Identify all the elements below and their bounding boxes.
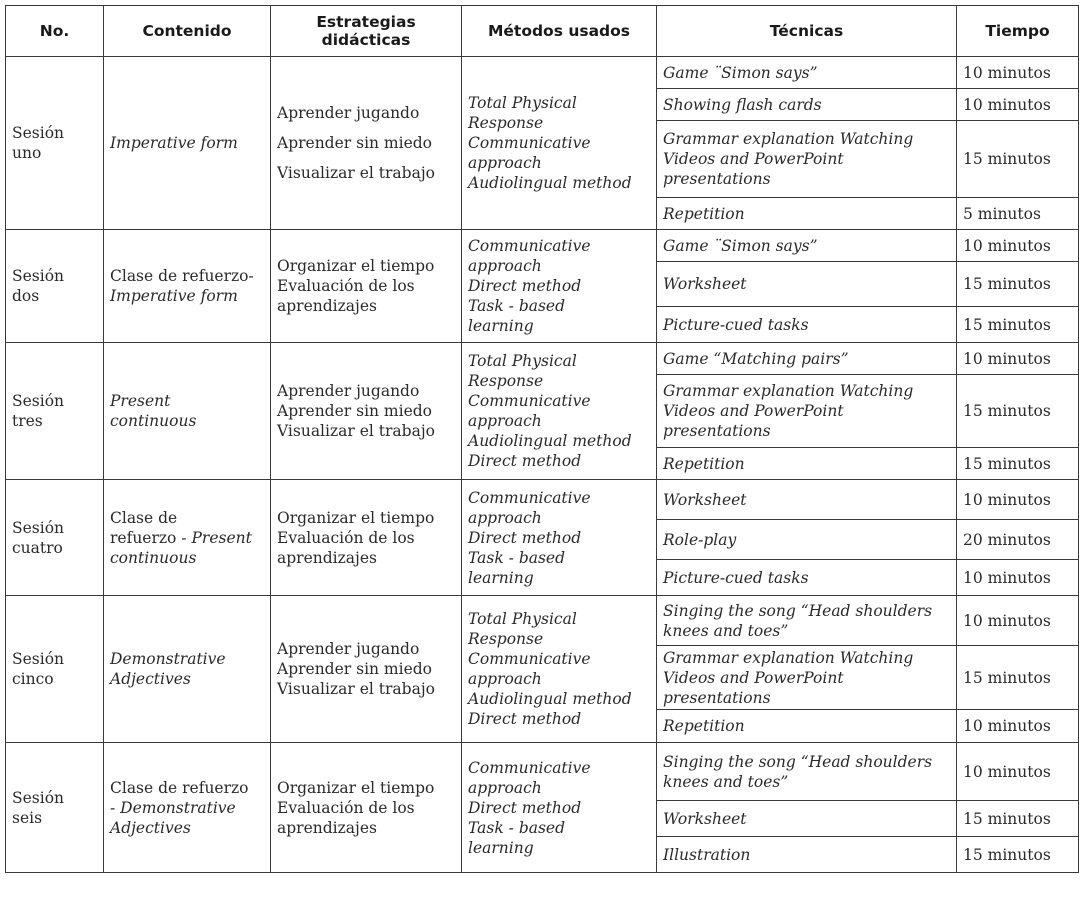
table-row xyxy=(6,480,1079,520)
session-number xyxy=(6,743,104,873)
time-cell: 15 minutos xyxy=(957,307,1079,343)
method-line: Communicative xyxy=(468,650,591,668)
header-estrategias-line1: Estrategias xyxy=(316,13,416,31)
strategy-line: Visualizar el trabajo xyxy=(277,422,435,440)
content-line: Clase de refuerzo- xyxy=(110,267,254,285)
content-line: continuous xyxy=(110,412,197,430)
technique-cell xyxy=(657,89,957,121)
method-line: Task - based xyxy=(468,297,566,315)
strategy-line: Visualizar el trabajo xyxy=(277,164,435,182)
strategy-line: Organizar el tiempo xyxy=(277,778,435,797)
time-cell: 15 minutos xyxy=(957,262,1079,307)
technique-line: Grammar explanation Watching xyxy=(663,648,914,667)
method-line: Communicative xyxy=(468,134,591,152)
method-line: Response xyxy=(468,372,544,390)
technique-line: Worksheet xyxy=(663,490,747,509)
header-metodos: Métodos usados xyxy=(462,6,657,57)
header-contenido: Contenido xyxy=(104,6,271,57)
strategy-line: Aprender jugando xyxy=(277,640,420,658)
method-line: Audiolingual method xyxy=(468,174,632,192)
time-cell: 10 minutos xyxy=(957,710,1079,743)
technique-cell xyxy=(657,560,957,596)
time-cell: 15 minutos xyxy=(957,121,1079,198)
content-line: Clase de xyxy=(110,508,178,527)
method-line: Task - based xyxy=(468,818,566,837)
technique-cell xyxy=(657,801,957,837)
session-strategies xyxy=(271,230,462,343)
method-line: Direct method xyxy=(468,710,582,728)
header-no: No. xyxy=(6,6,104,57)
time-cell: 20 minutos xyxy=(957,520,1079,560)
session-ordinal: dos xyxy=(12,287,40,305)
technique-line: Role-play xyxy=(663,530,737,549)
strategy-line: Aprender sin miedo xyxy=(277,660,433,678)
content-line-wrap xyxy=(110,528,264,548)
session-methods xyxy=(462,343,657,480)
time-cell: 15 minutos xyxy=(957,448,1079,480)
session-strategies xyxy=(271,343,462,480)
method-line: Direct method xyxy=(468,452,582,470)
technique-line: Repetition xyxy=(663,717,745,735)
technique-line: Grammar explanation Watching xyxy=(663,130,914,148)
technique-line: presentations xyxy=(663,688,771,707)
content-line: refuerzo - xyxy=(110,528,192,547)
method-line: Direct method xyxy=(468,798,582,817)
time-cell: 15 minutos xyxy=(957,375,1079,448)
technique-line: Worksheet xyxy=(663,275,747,293)
time-cell: 15 minutos xyxy=(957,646,1079,710)
technique-cell xyxy=(657,198,957,230)
technique-cell xyxy=(657,57,957,89)
session-number xyxy=(6,57,104,230)
technique-line: Worksheet xyxy=(663,809,747,828)
session-number xyxy=(6,596,104,743)
technique-line: knees and toes” xyxy=(663,621,789,640)
method-line: Direct method xyxy=(468,528,582,547)
technique-line: Singing the song “Head shoulders xyxy=(663,601,933,620)
content-line: Imperative form xyxy=(110,134,238,152)
method-line: Total Physical xyxy=(468,610,577,628)
technique-cell xyxy=(657,646,957,710)
technique-cell xyxy=(657,837,957,873)
technique-line: Game ¨Simon says” xyxy=(663,63,818,82)
technique-line: Repetition xyxy=(663,204,745,223)
technique-line: Game ¨Simon says” xyxy=(663,236,818,255)
table-row xyxy=(6,596,1079,646)
session-ordinal: cinco xyxy=(12,670,54,688)
session-content xyxy=(104,343,271,480)
session-ordinal: uno xyxy=(12,144,42,162)
session-ordinal: tres xyxy=(12,412,43,430)
technique-line: Illustration xyxy=(663,845,751,864)
technique-cell xyxy=(657,743,957,801)
method-line: Total Physical xyxy=(468,352,577,370)
method-line: approach xyxy=(468,154,542,172)
method-line: approach xyxy=(468,412,542,430)
content-line: continuous xyxy=(110,548,197,567)
technique-cell xyxy=(657,480,957,520)
session-number xyxy=(6,480,104,596)
session-ordinal: cuatro xyxy=(12,538,63,557)
content-line: Adjectives xyxy=(110,818,191,837)
technique-cell xyxy=(657,520,957,560)
time-cell: 10 minutos xyxy=(957,89,1079,121)
technique-cell xyxy=(657,596,957,646)
time-cell: 10 minutos xyxy=(957,57,1079,89)
session-content xyxy=(104,743,271,873)
session-methods xyxy=(462,596,657,743)
time-cell: 10 minutos xyxy=(957,560,1079,596)
method-line: approach xyxy=(468,778,542,797)
session-number xyxy=(6,230,104,343)
strategy-line: Organizar el tiempo xyxy=(277,508,435,527)
strategy-line: Aprender jugando xyxy=(277,104,420,122)
method-line: Audiolingual method xyxy=(468,690,632,708)
method-line: learning xyxy=(468,317,534,335)
session-methods xyxy=(462,230,657,343)
method-line: Total Physical xyxy=(468,94,577,112)
method-line: Communicative xyxy=(468,237,591,255)
technique-cell xyxy=(657,230,957,262)
header-row xyxy=(6,6,1079,57)
session-methods xyxy=(462,57,657,230)
method-line: Audiolingual method xyxy=(468,432,632,450)
session-content xyxy=(104,57,271,230)
time-cell: 10 minutos xyxy=(957,343,1079,375)
strategy-line: Visualizar el trabajo xyxy=(277,680,435,698)
method-line: Communicative xyxy=(468,758,591,777)
session-label: Sesión xyxy=(12,124,65,142)
strategy-line: Evaluación de los xyxy=(277,277,415,295)
method-line: Task - based xyxy=(468,548,566,567)
session-strategies xyxy=(271,57,462,230)
header-tecnicas: Técnicas xyxy=(657,6,957,57)
technique-line: Videos and PowerPoint xyxy=(663,668,844,687)
strategy-line: Evaluación de los xyxy=(277,798,415,817)
time-cell: 10 minutos xyxy=(957,743,1079,801)
session-strategies xyxy=(271,596,462,743)
time-cell: 15 minutos xyxy=(957,837,1079,873)
strategy-line: Aprender jugando xyxy=(277,382,420,400)
session-label: Sesión xyxy=(12,267,65,285)
method-line: learning xyxy=(468,568,534,587)
table-row xyxy=(6,743,1079,801)
session-strategies xyxy=(271,480,462,596)
content-line: Present xyxy=(110,392,171,410)
content-line: Demonstrative xyxy=(110,650,226,668)
strategy-line: aprendizajes xyxy=(277,818,377,837)
content-line: Imperative form xyxy=(110,287,238,305)
technique-line: Picture-cued tasks xyxy=(663,568,809,587)
session-content xyxy=(104,480,271,596)
session-number xyxy=(6,343,104,480)
time-cell: 10 minutos xyxy=(957,480,1079,520)
technique-cell xyxy=(657,448,957,480)
technique-line: Game “Matching pairs” xyxy=(663,349,849,368)
method-line: approach xyxy=(468,670,542,688)
strategy-line: aprendizajes xyxy=(277,548,377,567)
method-line: approach xyxy=(468,508,542,527)
table-row xyxy=(6,230,1079,262)
session-strategies xyxy=(271,743,462,873)
technique-cell xyxy=(657,375,957,448)
method-line: Response xyxy=(468,114,544,132)
strategy-line: Aprender sin miedo xyxy=(277,134,433,152)
method-line: Communicative xyxy=(468,392,591,410)
table-row xyxy=(6,343,1079,375)
technique-line: presentations xyxy=(663,170,771,188)
session-content xyxy=(104,596,271,743)
method-line: approach xyxy=(468,257,542,275)
technique-line: knees and toes” xyxy=(663,772,789,791)
header-estrategias-line2: didácticas xyxy=(321,31,411,49)
technique-line: Showing flash cards xyxy=(663,95,822,114)
session-label: Sesión xyxy=(12,650,65,668)
header-tiempo: Tiempo xyxy=(957,6,1079,57)
technique-cell xyxy=(657,343,957,375)
technique-line: Singing the song “Head shoulders xyxy=(663,752,933,771)
table-row xyxy=(6,57,1079,89)
content-line: - Demonstrative xyxy=(110,798,236,817)
technique-cell xyxy=(657,307,957,343)
technique-cell xyxy=(657,262,957,307)
content-line-tail: Present xyxy=(191,528,252,547)
technique-line: Videos and PowerPoint xyxy=(663,402,844,420)
session-label: Sesión xyxy=(12,518,65,537)
technique-line: Repetition xyxy=(663,454,745,473)
strategy-line: aprendizajes xyxy=(277,297,377,315)
session-label: Sesión xyxy=(12,392,65,410)
technique-cell xyxy=(657,710,957,743)
technique-line: presentations xyxy=(663,422,771,440)
method-line: Direct method xyxy=(468,277,582,295)
strategy-line: Evaluación de los xyxy=(277,528,415,547)
strategy-line: Aprender sin miedo xyxy=(277,402,433,420)
time-cell: 10 minutos xyxy=(957,230,1079,262)
session-methods xyxy=(462,480,657,596)
header-estrategias xyxy=(271,6,462,57)
time-cell: 10 minutos xyxy=(957,596,1079,646)
strategy-line: Organizar el tiempo xyxy=(277,257,435,275)
content-line: Clase de refuerzo xyxy=(110,778,249,797)
time-cell: 15 minutos xyxy=(957,801,1079,837)
sessions-table xyxy=(5,5,1079,873)
method-line: Response xyxy=(468,630,544,648)
session-label: Sesión xyxy=(12,788,65,807)
technique-line: Picture-cued tasks xyxy=(663,315,809,334)
technique-line: Videos and PowerPoint xyxy=(663,150,844,168)
technique-line: Grammar explanation Watching xyxy=(663,382,914,400)
method-line: learning xyxy=(468,838,534,857)
session-ordinal: seis xyxy=(12,808,43,827)
technique-cell xyxy=(657,121,957,198)
content-line: Adjectives xyxy=(110,670,191,688)
session-content xyxy=(104,230,271,343)
time-cell: 5 minutos xyxy=(957,198,1079,230)
session-methods xyxy=(462,743,657,873)
method-line: Communicative xyxy=(468,488,591,507)
